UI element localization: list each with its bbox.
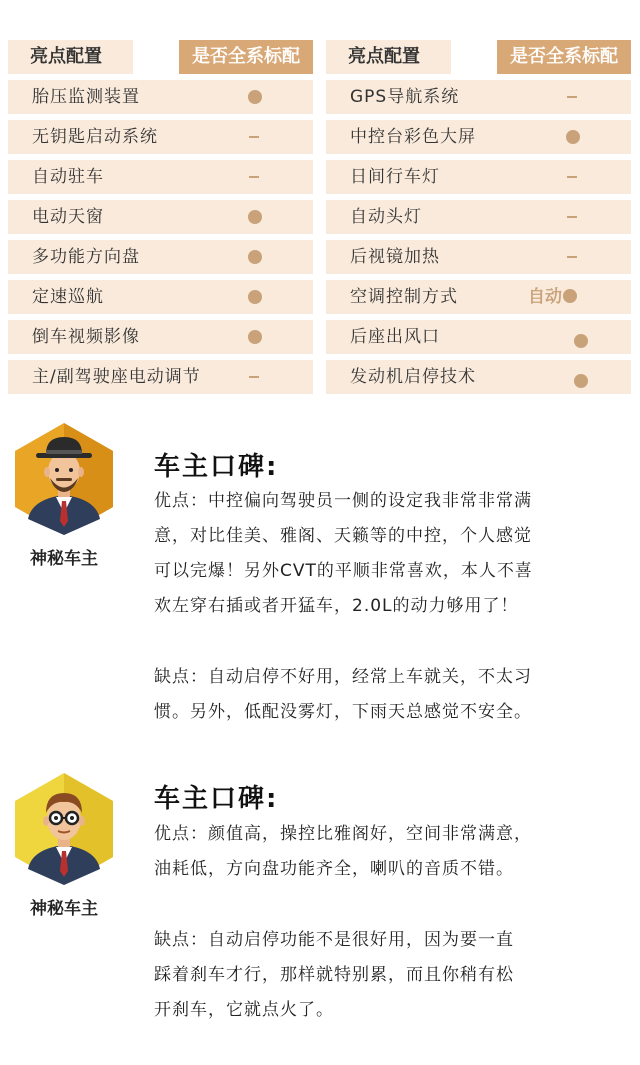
standard-dot-icon [238,240,272,274]
feature-name: 后座出风口 [350,327,440,347]
review-line: 优点：颜值高，操控比雅阁好，空间非常满意， [154,824,532,844]
standard-dot-icon [564,324,598,358]
review-title: 车主口碑: [154,784,279,814]
review-line: 油耗低，方向盘功能齐全，喇叭的音质不错。 [154,859,514,879]
table-row [326,120,631,154]
table-row [8,240,313,274]
feature-name: 空调控制方式 [350,287,458,307]
owner-review-1 [0,420,640,740]
optional-dash-icon [556,200,590,234]
optional-dash-icon [556,80,590,114]
review-pros [154,484,624,624]
optional-dash-icon [238,360,272,394]
feature-name: 后视镜加热 [350,247,440,267]
feature-name: 多功能方向盘 [32,247,140,267]
table-row [326,240,631,274]
avatar-glasses-man-icon [14,773,114,885]
feature-name: 无钥匙启动系统 [32,127,158,147]
table-header [8,40,313,74]
config-table-right [326,40,631,400]
feature-name: 自动驻车 [32,167,104,187]
review-line: 缺点：自动启停不好用，经常上车就关，不太习 [154,667,532,687]
optional-dash-icon [556,240,590,274]
standard-dot-icon [238,280,272,314]
review-line: 意，对比佳美、雅阁、天籁等的中控，个人感觉 [154,526,532,546]
review-title: 车主口碑: [154,452,279,482]
feature-name: 定速巡航 [32,287,104,307]
feature-name: 胎压监测装置 [32,87,140,107]
feature-name: GPS导航系统 [350,87,460,107]
standard-dot-icon [556,120,590,154]
optional-dash-icon [238,120,272,154]
review-cons [154,660,624,730]
table-row [8,160,313,194]
table-row [326,200,631,234]
table-row [326,320,631,354]
review-line: 欢左穿右插或者开猛车，2.0L的动力够用了！ [154,596,519,616]
header-title: 亮点配置 [8,40,133,74]
table-row [8,200,313,234]
review-line: 优点：中控偏向驾驶员一侧的设定我非常非常满 [154,491,532,511]
header-standard: 是否全系标配 [497,40,631,74]
optional-dash-icon [556,160,590,194]
table-row [8,360,313,394]
header-title: 亮点配置 [326,40,451,74]
auto-value-text: 自动 [528,287,562,307]
standard-dot-icon [238,80,272,114]
optional-dash-icon [238,160,272,194]
reviewer-nickname: 神秘车主 [30,899,98,919]
standard-dot-icon [238,320,272,354]
feature-name: 中控台彩色大屏 [350,127,476,147]
table-row [326,80,631,114]
standard-dot-icon [564,364,598,398]
feature-name: 自动头灯 [350,207,422,227]
review-line: 惯。另外，低配没雾灯，下雨天总感觉不安全。 [154,702,532,722]
review-line: 可以完爆！另外CVT的平顺非常喜欢，本人不喜 [154,561,533,581]
feature-name: 主/副驾驶座电动调节 [32,367,201,387]
table-row [326,360,631,394]
review-line: 开刹车，它就点火了。 [154,1000,334,1020]
auto-value [528,280,577,314]
table-header [326,40,631,74]
table-row [8,120,313,154]
review-pros [154,817,624,887]
header-standard: 是否全系标配 [179,40,313,74]
standard-dot-icon [563,289,577,303]
standard-dot-icon [238,200,272,234]
feature-name: 倒车视频影像 [32,327,140,347]
reviewer-nickname: 神秘车主 [30,549,98,569]
feature-name: 发动机启停技术 [350,367,476,387]
table-row [326,160,631,194]
feature-name: 电动天窗 [32,207,104,227]
table-row [326,280,631,314]
table-row [8,320,313,354]
config-table-left [8,40,313,400]
review-line: 踩着刹车才行，那样就特别累，而且你稍有松 [154,965,514,985]
review-cons [154,923,624,1028]
feature-name: 日间行车灯 [350,167,440,187]
owner-review-2 [0,770,640,1050]
table-row [8,280,313,314]
review-line: 缺点：自动启停功能不是很好用，因为要一直 [154,930,514,950]
table-row [8,80,313,114]
avatar-hat-man-icon [14,423,114,535]
